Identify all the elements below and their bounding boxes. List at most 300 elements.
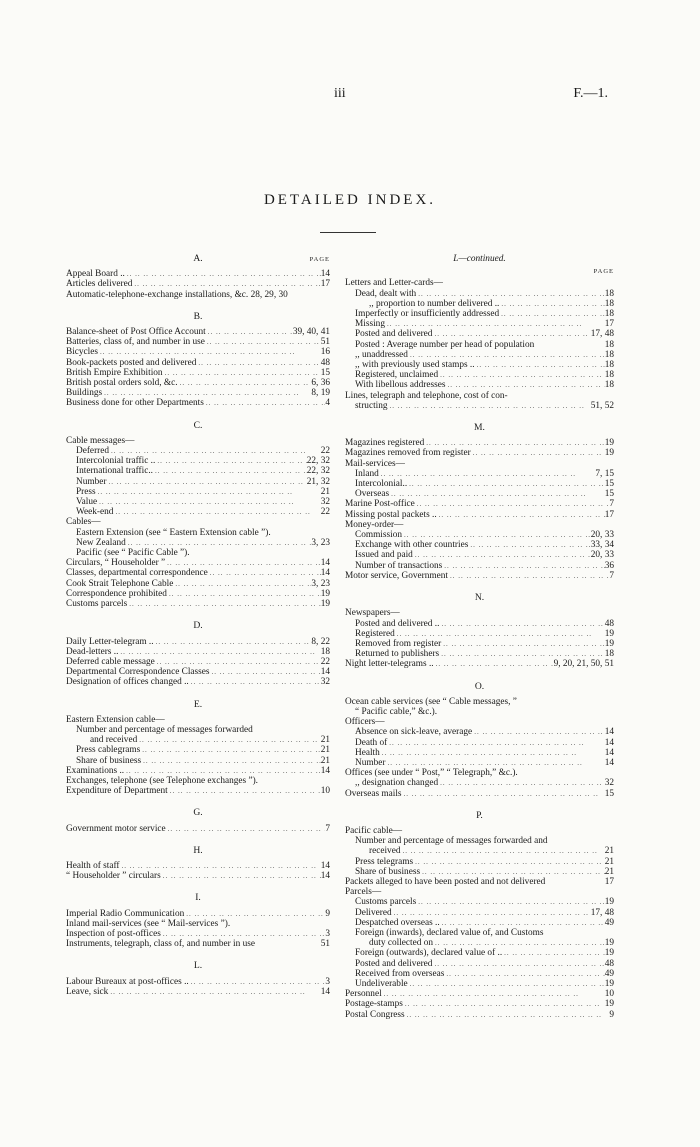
entry-page: 3 <box>325 928 330 939</box>
entry-text: Overseas <box>355 489 390 500</box>
dot-leader <box>402 789 605 799</box>
entry-text: Posted and delivered <box>355 329 433 340</box>
dot-leader <box>468 540 590 550</box>
entry-page: 22 <box>320 446 330 457</box>
entry-page: 9 <box>609 1009 614 1020</box>
index-entry <box>66 497 330 507</box>
index-entry <box>345 748 614 758</box>
dot-leader <box>196 358 320 368</box>
entry-page: 48 <box>320 357 330 368</box>
index-entry <box>66 977 330 987</box>
entry-text: Imperial Radio Communication <box>66 908 185 919</box>
index-entry <box>345 639 614 649</box>
index-entry <box>66 735 330 745</box>
entry-text: Registered <box>355 628 395 639</box>
index-entry <box>345 530 614 540</box>
entry-page: 51, 52 <box>590 400 614 411</box>
index-entry <box>345 329 614 339</box>
dot-leader <box>96 487 321 497</box>
index-entry <box>345 649 614 659</box>
index-entry <box>66 929 330 939</box>
dot-leader <box>385 319 605 329</box>
dot-leader <box>389 489 605 499</box>
dot-leader <box>380 748 605 758</box>
index-entry <box>345 938 614 948</box>
index-entry <box>345 319 614 329</box>
index-entry <box>66 824 330 834</box>
index-entry <box>66 517 330 527</box>
section-letter: G. <box>193 807 203 819</box>
dot-leader <box>444 969 604 979</box>
entry-text: Pacific (see “ Pacific Cable ”). <box>76 548 190 559</box>
entry-text: received <box>369 846 401 857</box>
section-header-row <box>66 893 330 903</box>
entry-page: 3, 23 <box>311 537 330 548</box>
entry-text: Lines, telegraph and telephone, cost of con- <box>345 390 508 401</box>
dot-leader <box>165 558 321 568</box>
entry-text: Eastern Extension (see “ Eastern Extension cable ”). <box>76 527 271 538</box>
entry-text: Batteries, class of, and number in use <box>66 337 205 348</box>
dot-leader <box>120 861 321 871</box>
entry-text: “ Pacific cable,” &c.). <box>355 706 438 717</box>
entry-page: 14 <box>320 667 330 678</box>
entry-page: 15 <box>604 788 614 799</box>
entry-page: 22, 32 <box>306 466 330 477</box>
entry-page: 19 <box>604 979 614 989</box>
entry-page: 20, 33 <box>590 530 614 541</box>
index-entry <box>345 826 614 836</box>
dot-leader <box>205 337 321 347</box>
entry-page: 15 <box>604 479 614 490</box>
entry-page: 14 <box>320 871 330 882</box>
entry-page: 3 <box>325 976 330 987</box>
section-letter: M. <box>474 422 485 434</box>
index-entry <box>66 456 330 466</box>
dot-leader <box>106 477 306 487</box>
section-header-row <box>66 808 330 818</box>
entry-page: 7 <box>609 499 614 510</box>
entry-page: 7, 15 <box>595 468 614 479</box>
index-entry <box>345 499 614 509</box>
entry-text: Officers— <box>345 717 385 728</box>
entry-text: Exchange with other countries <box>355 540 469 551</box>
entry-text: Circulars, “ Householder ” <box>66 558 166 569</box>
dot-leader <box>97 497 321 507</box>
entry-text: Inland <box>355 468 379 479</box>
entry-page: 18 <box>604 360 614 371</box>
index-entry <box>345 908 614 918</box>
entry-page: 18 <box>604 309 614 320</box>
entry-page: 21 <box>320 755 330 766</box>
section-letter: C. <box>193 419 203 431</box>
entry-text: Missing postal packets .. <box>345 509 437 520</box>
entry-text: Delivered <box>355 907 392 918</box>
entry-text: Expenditure of Department <box>66 786 168 797</box>
index-entry <box>66 637 330 647</box>
dot-leader <box>432 329 590 339</box>
index-entry <box>66 279 330 289</box>
dot-leader <box>439 619 604 629</box>
entry-page: 18 <box>604 288 614 299</box>
entry-page: 14 <box>320 558 330 569</box>
entry-page: 3, 23 <box>311 578 330 589</box>
index-entry <box>345 867 614 877</box>
entry-text: Newspapers— <box>345 608 400 619</box>
index-entry <box>345 289 614 299</box>
entry-page: 33, 34 <box>590 540 614 551</box>
entry-page: 21 <box>320 486 330 497</box>
entry-page: 21 <box>604 866 614 877</box>
entry-text: Deferred cable message <box>66 656 155 667</box>
entry-text: Week-end <box>76 507 114 518</box>
entry-page: 14 <box>604 757 614 768</box>
section-letter: N. <box>474 592 485 604</box>
dot-leader <box>385 758 604 768</box>
entry-page: 10 <box>604 989 614 1000</box>
section-header-row <box>66 254 330 264</box>
dot-leader <box>184 909 325 919</box>
entry-page: 51 <box>320 337 330 348</box>
entry-text: Cable messages— <box>66 435 135 446</box>
entry-page: 36 <box>604 560 614 571</box>
entry-text: Number and percentage of messages forwarded <box>76 724 253 735</box>
entry-text: Daily Letter-telegram .. <box>66 636 154 647</box>
index-entry <box>66 269 330 279</box>
entry-text: Articles delivered <box>66 279 133 290</box>
entry-text: Cables— <box>66 517 101 528</box>
entry-page: 19 <box>604 897 614 908</box>
entry-page: 18 <box>604 349 614 360</box>
index-entry <box>345 489 614 499</box>
entry-page: 9 <box>325 908 330 919</box>
dot-leader <box>408 979 605 989</box>
dot-leader <box>102 388 311 398</box>
dot-leader <box>438 778 605 788</box>
index-entry <box>345 380 614 390</box>
dot-leader <box>415 499 610 509</box>
entry-text: Death of <box>355 737 388 748</box>
dot-leader <box>141 756 321 766</box>
index-entry <box>345 299 614 309</box>
dot-leader <box>113 507 320 517</box>
index-entry <box>345 438 614 448</box>
dot-leader <box>379 469 596 479</box>
index-entry <box>66 725 330 735</box>
index-entry <box>345 391 614 401</box>
entry-text: International traffic.. <box>76 466 154 477</box>
index-entry <box>66 715 330 725</box>
entry-text: Absence on sick-leave, average <box>355 727 473 738</box>
entry-text: Missing <box>355 319 385 330</box>
index-entry <box>66 446 330 456</box>
dot-leader <box>424 438 604 448</box>
entry-text: Labour Bureaux at post-offices .. <box>66 976 189 987</box>
entry-text: Health of staff <box>66 860 120 871</box>
entry-text: Overseas mails <box>345 788 402 799</box>
index-entry <box>66 398 330 408</box>
entry-page: 51 <box>320 939 330 950</box>
entry-text: Business done for other Departments <box>66 398 204 409</box>
entry-page: 19 <box>604 628 614 639</box>
index-entry <box>66 528 330 538</box>
index-entry <box>345 969 614 979</box>
section-letter: I. <box>195 892 201 904</box>
index-entry <box>345 959 614 969</box>
section-header-row <box>345 682 614 692</box>
entry-text: Motor service, Government <box>345 570 449 581</box>
entry-page: 18 <box>604 298 614 309</box>
entry-page: 14 <box>320 986 330 997</box>
section-header-row <box>66 312 330 322</box>
dot-leader <box>161 871 321 881</box>
dot-leader <box>475 360 605 370</box>
entry-text: Press cablegrams <box>76 745 141 756</box>
index-entry <box>345 309 614 319</box>
section-header-row <box>66 621 330 631</box>
dot-leader <box>405 1010 610 1020</box>
index-entry <box>345 768 614 778</box>
section-letter: A. <box>193 253 203 264</box>
index-entry <box>66 436 330 446</box>
entry-text: Magazines removed from register <box>345 448 471 459</box>
entry-text: Received from overseas <box>355 968 445 979</box>
index-entry <box>345 989 614 999</box>
entry-page: 16 <box>320 347 330 358</box>
report-code: F.—1. <box>573 86 608 101</box>
section-header-row <box>345 254 614 264</box>
index-entry <box>66 368 330 378</box>
dot-leader <box>413 550 591 560</box>
index-entry <box>66 538 330 548</box>
index-entry <box>66 667 330 677</box>
index-entry <box>66 337 330 347</box>
index-entry <box>66 378 330 388</box>
entry-text: Health <box>355 747 380 758</box>
dot-leader <box>108 987 320 997</box>
entry-page: 17 <box>604 876 614 887</box>
entry-page: 19 <box>320 599 330 610</box>
index-entry <box>66 939 330 949</box>
index-entry <box>66 589 330 599</box>
entry-page: 48 <box>604 618 614 629</box>
entry-text: Customs parcels <box>355 897 417 908</box>
entry-page: 14 <box>320 269 330 280</box>
section-header-row <box>345 811 614 821</box>
index-entry <box>345 619 614 629</box>
entry-text: Bicycles <box>66 347 99 358</box>
entry-page: 17 <box>604 509 614 520</box>
index-entry <box>345 659 614 669</box>
entry-text: ,, unaddressed <box>355 349 408 360</box>
entry-text: Mail-services— <box>345 458 405 469</box>
index-entry <box>66 579 330 589</box>
dot-leader <box>163 368 321 378</box>
index-entry <box>66 388 330 398</box>
entry-text: Pacific cable— <box>345 825 403 836</box>
dot-leader <box>98 347 321 357</box>
entry-text: Balance-sheet of Post Office Account <box>66 327 206 338</box>
entry-page: 19 <box>604 938 614 949</box>
section-header-row <box>66 846 330 856</box>
dot-leader <box>502 948 605 958</box>
index-entry <box>345 278 614 288</box>
entry-text: Cook Strait Telephone Cable <box>66 578 174 589</box>
entry-text: Classes, departmental correspondence <box>66 568 208 579</box>
entry-text: Inland mail-services (see “ Mail-services ”). <box>66 918 231 929</box>
dot-leader <box>161 929 326 939</box>
dot-leader <box>173 579 311 589</box>
index-entry <box>66 466 330 476</box>
entry-page: 39, 40, 41 <box>292 327 330 338</box>
entry-text: Postal Congress <box>345 1009 405 1020</box>
dot-leader <box>420 867 605 877</box>
index-entry <box>66 657 330 667</box>
entry-text: Press telegrams <box>355 856 414 867</box>
dot-leader <box>407 479 605 489</box>
entry-page: 32 <box>320 497 330 508</box>
entry-text: duty collected on <box>369 938 434 949</box>
section-letter: E. <box>193 698 203 710</box>
dot-leader <box>400 846 604 856</box>
dot-leader <box>408 350 605 360</box>
entry-text: Undeliverable <box>355 979 408 989</box>
entry-page: 7 <box>325 823 330 834</box>
index-entry <box>345 948 614 958</box>
entry-page: 19 <box>604 448 614 459</box>
entry-text: British postal orders sold, &c. <box>66 378 178 389</box>
entry-text: Appeal Board .. <box>66 269 125 280</box>
dot-leader <box>439 649 605 659</box>
entry-page: 14 <box>604 737 614 748</box>
entry-text: Posted and delivered .. <box>355 618 440 629</box>
index-entry <box>345 561 614 571</box>
entry-page: 18 <box>604 339 614 350</box>
index-entry <box>345 717 614 727</box>
entry-text: Number <box>355 757 386 768</box>
entry-page: 14 <box>604 727 614 738</box>
entry-text: “ Householder ” circulars <box>66 871 161 882</box>
index-entry <box>345 887 614 897</box>
index-entry <box>345 778 614 788</box>
index-column-right <box>345 254 614 1020</box>
index-entry <box>345 520 614 530</box>
entry-text: and received <box>90 735 138 746</box>
entry-text: Personnel <box>345 989 382 1000</box>
entry-page: 22 <box>320 507 330 518</box>
index-entry <box>66 871 330 881</box>
entry-text: Government motor service <box>66 823 166 834</box>
index-entry <box>66 487 330 497</box>
section-header-row <box>345 593 614 603</box>
entry-page: 21 <box>320 735 330 746</box>
index-entry <box>345 629 614 639</box>
page-column-label: PAGE <box>309 256 330 263</box>
title-rule <box>320 232 376 233</box>
entry-page: 8, 19 <box>311 388 330 399</box>
entry-page: 19 <box>604 438 614 449</box>
entry-page: 8, 22 <box>311 636 330 647</box>
index-entry <box>345 928 614 938</box>
entry-text: Eastern Extension cable— <box>66 714 165 725</box>
dot-leader <box>210 667 321 677</box>
dot-leader <box>388 401 591 411</box>
index-entry <box>345 571 614 581</box>
entry-page: 15 <box>320 367 330 378</box>
entry-page: 17, 48 <box>590 329 614 340</box>
index-entry <box>66 861 330 871</box>
page-column-label: PAGE <box>593 268 614 276</box>
entry-text: Number and percentage of messages forwarded and <box>355 836 548 847</box>
dot-leader <box>432 959 604 969</box>
entry-page: 49 <box>604 917 614 928</box>
entry-text: Book-packets posted and delivered <box>66 357 197 368</box>
section-header-row <box>66 961 330 971</box>
index-entry <box>345 918 614 928</box>
index-entry <box>345 550 614 560</box>
entry-text: Buildings <box>66 388 103 399</box>
entry-page: 14 <box>320 568 330 579</box>
entry-page: 17, 48 <box>590 907 614 918</box>
dot-leader <box>499 299 604 309</box>
index-entry <box>345 897 614 907</box>
entry-page: 49 <box>604 968 614 979</box>
entry-text: Posted and delivered <box>355 958 433 969</box>
index-entry <box>345 697 614 707</box>
section-letter: P. <box>476 809 483 821</box>
entry-page: 18 <box>604 380 614 391</box>
entry-text: Intercolonial.. <box>355 479 408 490</box>
index-entry <box>345 979 614 989</box>
entry-page: 21, 32 <box>306 476 330 487</box>
section-letter: O. <box>474 680 485 692</box>
entry-text: Press <box>76 486 96 497</box>
dot-leader <box>125 269 321 279</box>
dot-leader <box>208 568 321 578</box>
entry-text: Registered, unclaimed <box>355 370 439 381</box>
dot-leader <box>387 738 604 748</box>
dot-leader <box>382 989 605 999</box>
entry-text: ,, designation changed <box>355 778 439 789</box>
index-entry <box>345 608 614 618</box>
dot-leader <box>153 466 307 476</box>
entry-page: 20, 33 <box>590 550 614 561</box>
dot-leader <box>166 824 326 834</box>
index-entry <box>66 909 330 919</box>
dot-leader <box>118 647 320 657</box>
entry-text: Night letter-telegrams .. <box>345 659 434 670</box>
section-header-row <box>66 700 330 710</box>
dot-leader <box>155 456 306 466</box>
index-entry <box>345 727 614 737</box>
entry-text: Examinations .. <box>66 765 125 776</box>
index-entry <box>345 738 614 748</box>
index-entry <box>66 647 330 657</box>
index-entry <box>66 358 330 368</box>
entry-page: 18 <box>320 646 330 657</box>
entry-page: 14 <box>604 747 614 758</box>
page-number: iii <box>334 86 346 101</box>
index-entry <box>345 836 614 846</box>
entry-page: 7 <box>609 570 614 581</box>
index-entry <box>345 999 614 1009</box>
entry-text: Number of transactions <box>355 560 443 571</box>
entry-text: Issued and paid <box>355 550 413 561</box>
dot-leader <box>438 370 605 380</box>
entry-text: Intercolonial traffic .. <box>76 456 156 467</box>
dot-leader <box>124 766 321 776</box>
entry-text: Offices (see under “ Post,” “ Telegraph,” &c.). <box>345 768 518 779</box>
dot-leader <box>132 279 320 289</box>
